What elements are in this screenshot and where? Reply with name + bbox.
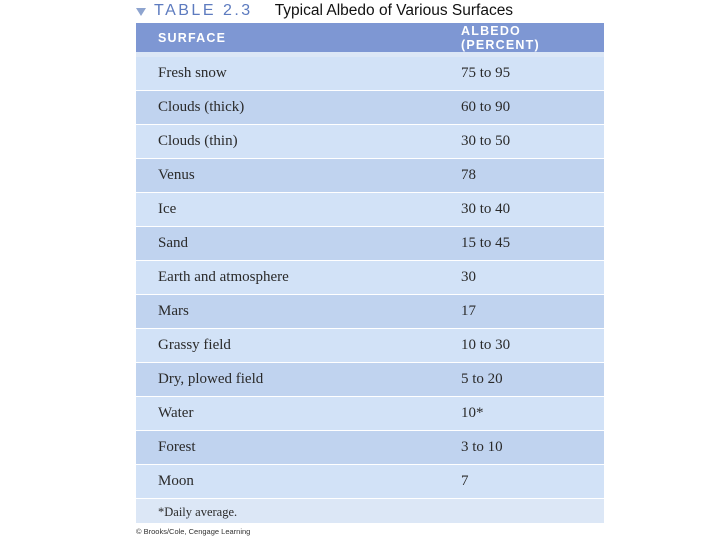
cell-albedo: 10 to 30 <box>461 337 511 353</box>
table-footnote: *Daily average. <box>158 505 238 519</box>
cell-albedo: 78 <box>461 167 476 183</box>
table-label: TABLE 2.3 <box>154 2 253 19</box>
table-row <box>136 227 604 261</box>
table-row <box>136 431 604 465</box>
cell-albedo: 10* <box>461 405 484 421</box>
cell-albedo: 15 to 45 <box>461 235 511 251</box>
cell-surface: Venus <box>158 167 195 183</box>
cell-albedo: 5 to 20 <box>461 371 503 387</box>
albedo-table <box>136 23 604 523</box>
table-row <box>136 295 604 329</box>
cell-surface: Clouds (thick) <box>158 99 245 115</box>
cell-surface: Earth and atmosphere <box>158 269 289 285</box>
triangle-down-icon <box>136 8 146 16</box>
table-row <box>136 397 604 431</box>
cell-surface: Fresh snow <box>158 65 227 81</box>
table-row <box>136 363 604 397</box>
table-title: Typical Albedo of Various Surfaces <box>274 2 514 19</box>
cell-albedo: 7 <box>461 473 469 489</box>
cell-surface: Mars <box>158 303 189 319</box>
table-row <box>136 159 604 193</box>
cell-albedo: 17 <box>461 303 476 319</box>
table-row <box>136 125 604 159</box>
table-row <box>136 465 604 499</box>
table-header <box>136 23 604 52</box>
copyright-credit: © Brooks/Cole, Cengage Learning <box>136 527 251 536</box>
cell-surface: Grassy field <box>158 337 231 353</box>
table-caption <box>136 0 606 22</box>
cell-surface: Clouds (thin) <box>158 133 238 149</box>
table-row <box>136 91 604 125</box>
cell-surface: Sand <box>158 235 188 251</box>
header-surface: SURFACE <box>158 30 227 45</box>
table-body <box>136 57 604 499</box>
cell-albedo: 30 <box>461 269 476 285</box>
cell-surface: Water <box>158 405 194 421</box>
cell-albedo: 30 to 50 <box>461 133 511 149</box>
header-albedo: ALBEDO (PERCENT) <box>461 23 540 52</box>
table-row <box>136 193 604 227</box>
cell-albedo: 3 to 10 <box>461 439 503 455</box>
table-row <box>136 261 604 295</box>
cell-surface: Dry, plowed field <box>158 371 264 387</box>
cell-surface: Forest <box>158 439 196 455</box>
cell-surface: Ice <box>158 201 177 217</box>
table-row <box>136 329 604 363</box>
cell-albedo: 75 to 95 <box>461 65 511 81</box>
cell-surface: Moon <box>158 473 194 489</box>
cell-albedo: 30 to 40 <box>461 201 511 217</box>
table-row <box>136 57 604 91</box>
cell-albedo: 60 to 90 <box>461 99 511 115</box>
